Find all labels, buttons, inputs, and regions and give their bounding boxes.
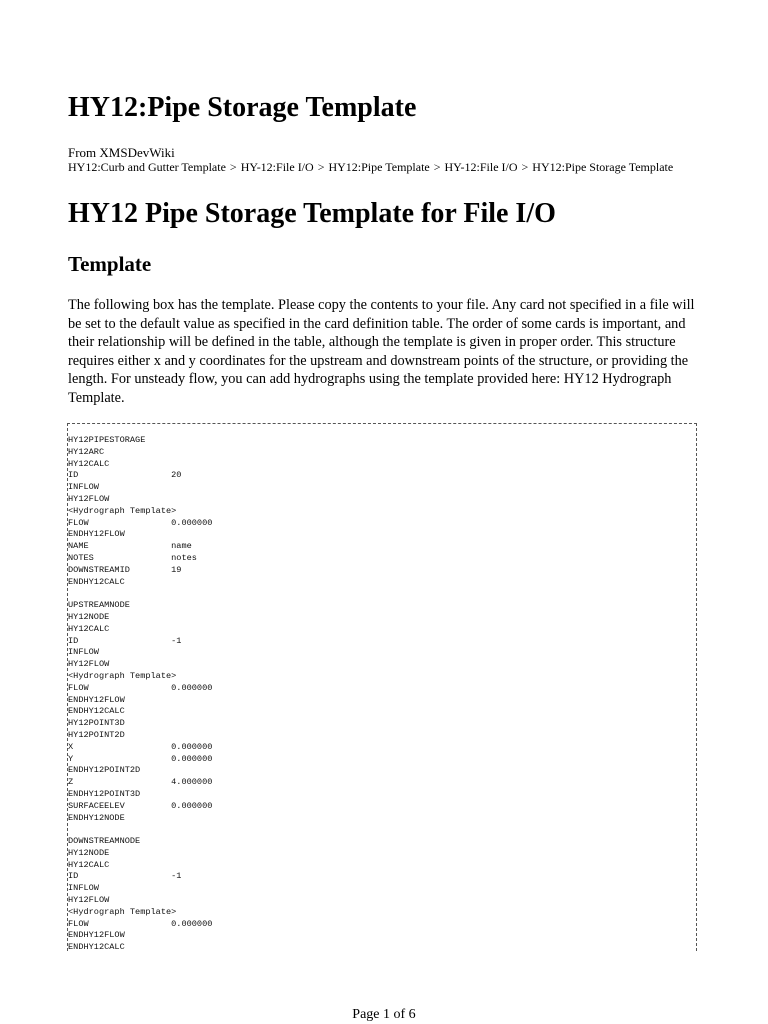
template-line — [68, 588, 212, 600]
template-line: FLOW 0.000000 — [68, 682, 213, 693]
template-line: HY12FLOW — [68, 659, 110, 670]
template-line — [68, 824, 212, 836]
page-title: HY12:Pipe Storage Template — [68, 92, 417, 123]
intro-paragraph: The following box has the template. Please copy the contents to your file. Any card not specified in a file will be set to the default value as specified in the card definition table. The order of some cards is important, and their relationship will be defined in the table, although the template is given in proper order. This structure requires either x and y coordinates for the upstream and downstream points of the structure, or providing the length. For unsteady flow, you can add hydrographs using the template provided here: HY12 Hydrograph Template. — [68, 297, 695, 406]
breadcrumb-separator: > — [433, 160, 441, 174]
template-line: HY12FLOW — [68, 493, 110, 504]
template-line: ENDHY12POINT2D — [68, 765, 141, 776]
template-line: INFLOW — [68, 482, 99, 493]
breadcrumb-separator: > — [317, 160, 325, 174]
template-line: INFLOW — [68, 883, 99, 894]
page-number: Page 1 of 6 — [352, 1007, 416, 1022]
template-line: INFLOW — [68, 647, 99, 658]
template-line: ID 20 — [68, 470, 182, 481]
template-line: <Hydrograph Template> — [68, 505, 177, 516]
template-line: Z 4.000000 — [68, 777, 213, 788]
template-line: FLOW 0.000000 — [68, 517, 213, 528]
template-line: ENDHY12NODE — [68, 812, 125, 823]
template-line: NOTES notes — [68, 552, 197, 563]
breadcrumb-link[interactable]: HY12:Pipe Template — [328, 160, 430, 174]
template-line: HY12PIPESTORAGE — [68, 435, 146, 445]
breadcrumb-separator: > — [229, 160, 237, 174]
section-title: Template — [68, 252, 152, 276]
template-code — [68, 435, 212, 951]
template-line: ID -1 — [68, 635, 182, 646]
template-line: DOWNSTREAMNODE — [68, 836, 141, 847]
breadcrumb-separator: > — [521, 160, 529, 174]
breadcrumb-link[interactable]: HY-12:File I/O — [240, 160, 314, 174]
template-line: ENDHY12CALC — [68, 576, 125, 587]
template-line: DOWNSTREAMID 19 — [68, 564, 182, 575]
template-line: ID -1 — [68, 871, 182, 882]
breadcrumb-link[interactable]: HY12:Curb and Gutter Template — [68, 160, 226, 174]
template-line: NAME name — [68, 541, 192, 552]
template-line: HY12CALC — [68, 859, 110, 870]
template-line: HY12CALC — [68, 623, 110, 634]
template-line: <Hydrograph Template> — [68, 670, 177, 681]
breadcrumb-link[interactable]: HY-12:File I/O — [444, 160, 518, 174]
template-line: ENDHY12FLOW — [68, 529, 125, 540]
template-line: <Hydrograph Template> — [68, 906, 177, 917]
template-line: HY12FLOW — [68, 895, 110, 906]
template-line: ENDHY12FLOW — [68, 694, 125, 705]
template-line: Y 0.000000 — [68, 753, 213, 764]
breadcrumb-link[interactable]: HY12:Pipe Storage Template — [532, 160, 674, 174]
template-line: SURFACEELEV 0.000000 — [68, 800, 213, 811]
template-line: ENDHY12FLOW — [68, 930, 125, 941]
template-line: X 0.000000 — [68, 741, 213, 752]
template-line: ENDHY12CALC — [68, 942, 125, 951]
template-line: HY12POINT2D — [68, 729, 125, 740]
template-line: UPSTREAMNODE — [68, 600, 130, 611]
template-line: ENDHY12POINT3D — [68, 788, 141, 799]
template-line: ENDHY12CALC — [68, 706, 125, 717]
template-line: HY12ARC — [68, 446, 105, 457]
template-line: HY12NODE — [68, 847, 110, 858]
template-line: HY12CALC — [68, 458, 110, 469]
main-heading: HY12 Pipe Storage Template for File I/O — [68, 198, 556, 229]
source-line: From XMSDevWiki — [68, 145, 175, 160]
template-box — [67, 423, 697, 951]
breadcrumb — [68, 160, 673, 175]
template-line: HY12POINT3D — [68, 718, 125, 729]
template-line: FLOW 0.000000 — [68, 918, 213, 929]
template-line: HY12NODE — [68, 611, 110, 622]
